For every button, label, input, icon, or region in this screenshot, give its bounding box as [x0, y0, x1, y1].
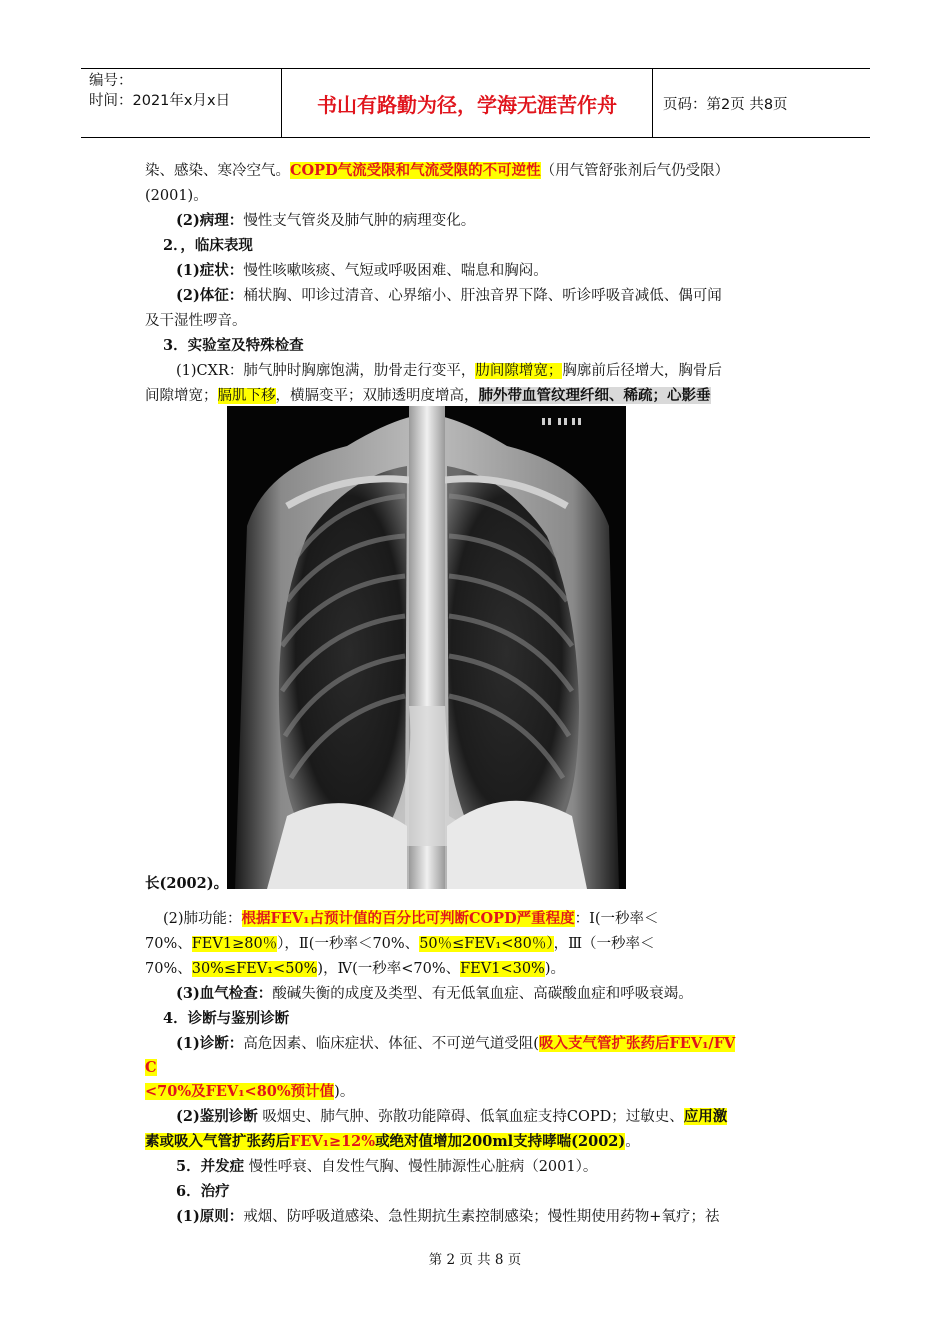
- highlight: 50％≤FEV₁<80％）: [419, 936, 554, 952]
- highlight: C: [145, 1059, 157, 1076]
- text-line: 染、感染、寒冷空气。COPD气流受限和气流受限的不可逆性（用气管舒张剂后气仍受限）: [145, 162, 730, 179]
- highlight: 膈肌下移: [217, 388, 276, 404]
- text-line: (1)症状：慢性咳嗽咳痰、气短或呼吸困难、喘息和胸闷。: [176, 262, 548, 279]
- date-line: 时间：2021年x月x日: [89, 93, 231, 109]
- text-line: 及干湿性啰音。: [145, 313, 247, 329]
- highlight: 素或吸入气管扩张药后: [145, 1133, 290, 1150]
- text-line: (2001)。: [145, 188, 208, 204]
- section-heading: 2．，临床表现: [163, 237, 253, 254]
- highlight: 或绝对值增加200ml支持哮喘(2002): [375, 1133, 626, 1150]
- text-line: 5．并发症 慢性呼衰、自发性气胸、慢性肺源性心脏病（2001）。: [176, 1158, 598, 1175]
- chest-xray-image: [227, 406, 626, 889]
- text-line: 70%、30%≤FEV₁<50%)，Ⅳ(一秒率<70%、FEV1<30%)。: [145, 961, 566, 977]
- text-line: <70%及FEV₁<80%预计值)。: [145, 1083, 355, 1100]
- text-line: 间隙增宽；膈肌下移，横膈变平；双肺透明度增高，肺外带血管纹理纤细、稀疏；心影垂: [145, 387, 711, 404]
- text-line: 长(2002)。: [145, 875, 229, 892]
- header-page-info: 页码：第2页 共8页: [663, 96, 788, 113]
- highlight: 30%≤FEV₁<50%: [191, 961, 318, 977]
- highlight: 吸入支气管扩张药后FEV₁/FV: [538, 1035, 736, 1052]
- text-line: (1)原则：戒烟、防呼吸道感染、急性期抗生素控制感染；慢性期使用药物+氧疗；祛: [176, 1208, 720, 1225]
- header-motto: 书山有路勤为径，学海无涯苦作舟: [282, 69, 653, 137]
- section-heading: 3．实验室及特殊检查: [163, 337, 304, 354]
- highlight: <70%及FEV₁<80%预计值: [145, 1083, 335, 1100]
- section-heading: 6．治疗: [176, 1183, 230, 1200]
- section-heading: 4．诊断与鉴别诊断: [163, 1010, 290, 1027]
- highlight: FEV₁≥12%: [290, 1133, 376, 1150]
- text-line: 70%、FEV1≥80％），Ⅱ(一秒率＜70%、50％≤FEV₁<80％），Ⅲ（一秒率＜: [145, 936, 655, 952]
- highlight: COPD气流受限和气流受限的不可逆性: [290, 162, 541, 179]
- highlight: 肋间隙增宽；: [475, 363, 563, 379]
- header-meta: [81, 69, 282, 137]
- page-footer: 第 2 页 共 8 页: [428, 1252, 522, 1268]
- text-line: (3)血气检查：酸碱失衡的成度及类型、有无低氧血症、高碳酸血症和呼吸衰竭。: [176, 985, 693, 1002]
- highlight: 根据FEV₁占预计值的百分比可判断COPD严重程度: [241, 910, 575, 927]
- highlight: FEV1≥80％: [191, 936, 278, 952]
- text-line: (1)诊断：高危因素、临床症状、体征、不可逆气道受阻(吸入支气管扩张药后FEV₁/FV: [176, 1035, 736, 1052]
- text-line: 素或吸入气管扩张药后FEV₁≥12%或绝对值增加200ml支持哮喘(2002)。: [145, 1133, 640, 1150]
- code-label: 编号：: [89, 73, 133, 89]
- text-line: (2)体征：桶状胸、叩诊过清音、心界缩小、肝浊音界下降、听诊呼吸音减低、偶可闻: [176, 287, 722, 304]
- text-line: [145, 1058, 810, 1078]
- text-line: (2)病理：慢性支气管炎及肺气肿的病理变化。: [176, 212, 476, 229]
- highlight: 应用激: [683, 1108, 728, 1125]
- page-header: [81, 68, 870, 138]
- highlight: FEV1<30%: [460, 961, 545, 977]
- text-line: (2)肺功能：根据FEV₁占预计值的百分比可判断COPD严重程度：Ⅰ(一秒率＜: [163, 910, 659, 927]
- text-line: (1)CXR：肺气肿时胸廓饱满，肋骨走行变平，肋间隙增宽；胸廓前后径增大，胸骨后: [176, 363, 722, 379]
- gray-highlight: 肺外带血管纹理纤细、稀疏；心影垂: [478, 387, 711, 404]
- text-line: (2)鉴别诊断 吸烟史、肺气肿、弥散功能障碍、低氧血症支持COPD；过敏史、应用激: [176, 1108, 728, 1125]
